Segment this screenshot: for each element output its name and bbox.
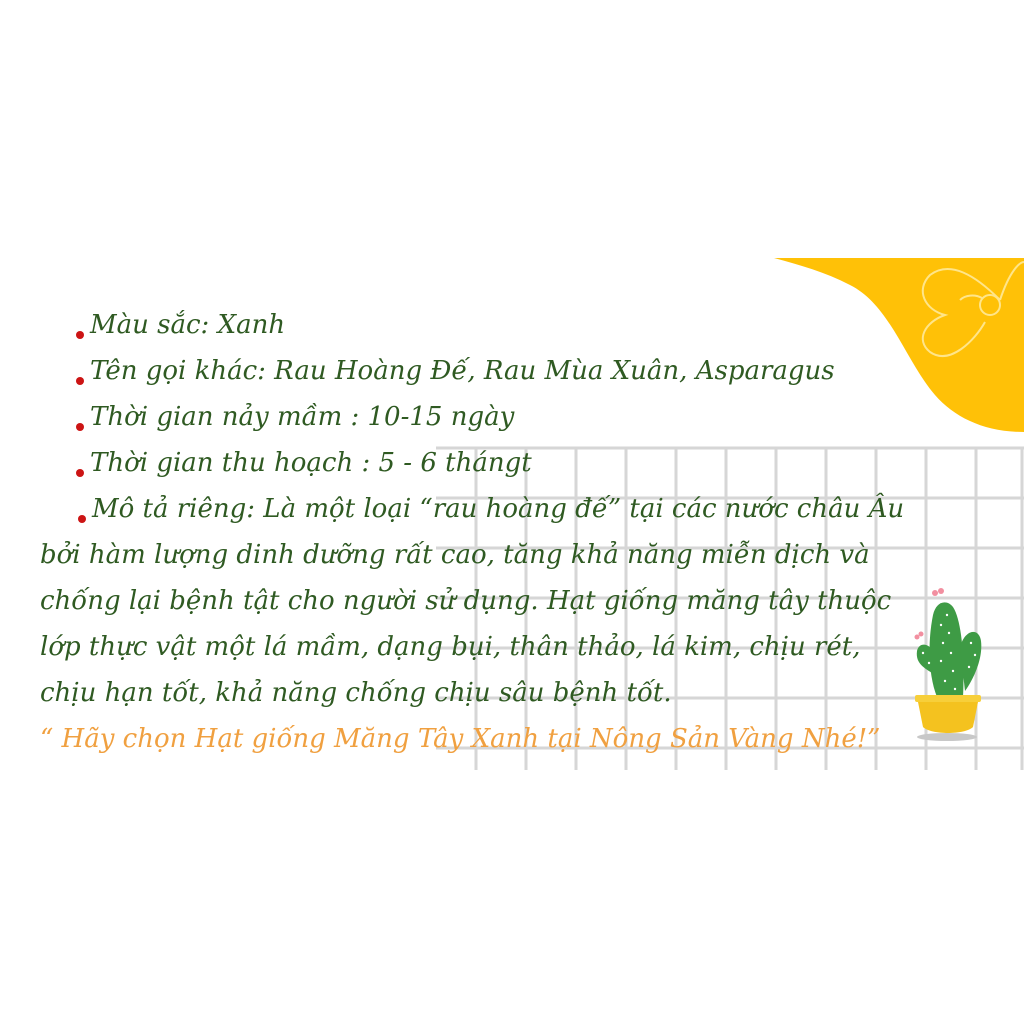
promo-quote: “ Hãy chọn Hạt giống Măng Tây Xanh tại Nông Sản Vàng Nhé!”: [40, 724, 881, 754]
bullet-description: [40, 486, 920, 532]
bullet-color: [40, 302, 920, 348]
description-line: lớp thực vật một lá mầm, dạng bụi, thân thảo, lá kim, chịu rét,: [40, 632, 861, 662]
bullet-dot-icon: [76, 469, 84, 477]
description-line: bởi hàm lượng dinh dưỡng rất cao, tăng khả năng miễn dịch và: [40, 540, 870, 570]
description-line: chịu hạn tốt, khả năng chống chịu sâu bệnh tốt.: [40, 678, 672, 708]
description-line: chống lại bệnh tật cho người sử dụng. Hạt giống măng tây thuộc: [40, 586, 892, 616]
bullet-text: Thời gian nảy mầm : 10-15 ngày: [90, 402, 515, 432]
bullet-dot-icon: [76, 331, 84, 339]
bullet-text: Mô tả riêng: Là một loại “rau hoàng đế” tại các nước châu Âu: [92, 494, 905, 524]
bullet-text: Thời gian thu hoạch : 5 - 6 thángt: [90, 448, 532, 478]
bullet-germination-time: [40, 394, 920, 440]
bullet-text: Tên gọi khác: Rau Hoàng Đế, Rau Mùa Xuân, Asparagus: [90, 356, 835, 386]
bullet-dot-icon: [76, 423, 84, 431]
product-description: [40, 302, 920, 762]
bullet-dot-icon: [78, 515, 86, 523]
bullet-dot-icon: [76, 377, 84, 385]
bullet-other-names: [40, 348, 920, 394]
bullet-text: Màu sắc: Xanh: [90, 310, 286, 340]
bullet-harvest-time: [40, 440, 920, 486]
